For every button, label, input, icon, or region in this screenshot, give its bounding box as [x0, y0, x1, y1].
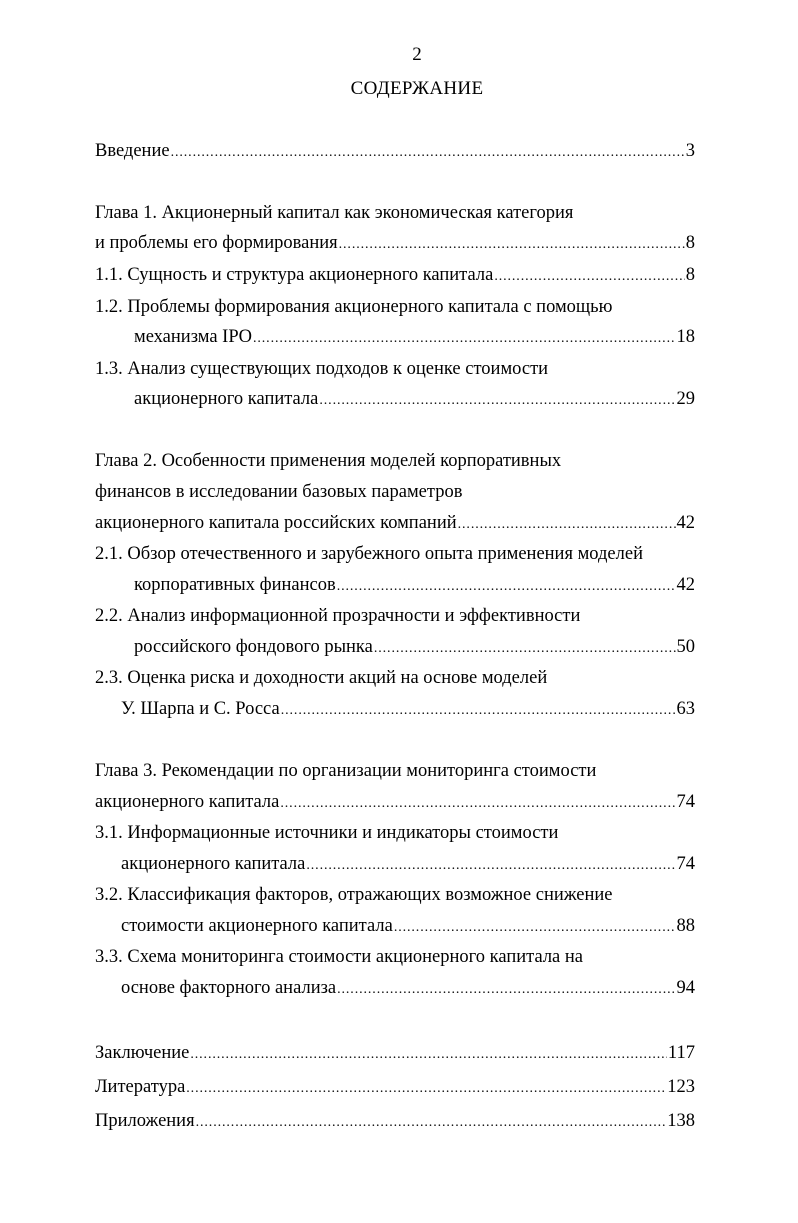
toc-page-number: 3 — [685, 141, 695, 161]
toc-entry-literature — [95, 1074, 695, 1100]
toc-page-number: 8 — [685, 265, 695, 285]
toc-entry-section-1-3 — [134, 386, 695, 412]
dot-leader — [280, 791, 675, 817]
section-1-2-line1: 1.2. Проблемы формирования акционерного капитала с помощью — [95, 297, 613, 317]
dot-leader — [281, 698, 676, 724]
toc-entry-text: основе факторного анализа — [121, 978, 337, 998]
toc-entry-text: российского фондового рынка — [134, 637, 373, 657]
toc-entry-section-2-3 — [121, 696, 695, 722]
toc-entry-conclusion — [95, 1040, 695, 1066]
toc-entry-text: акционерного капитала российских компаний — [95, 513, 457, 533]
dot-leader — [306, 853, 675, 879]
dot-leader — [374, 636, 676, 662]
toc-entry-chapter1 — [95, 230, 695, 256]
chapter3-heading-line1: Глава 3. Рекомендации по организации мониторинга стоимости — [95, 761, 597, 781]
toc-page-number: 8 — [685, 233, 695, 253]
section-2-1-line1: 2.1. Обзор отечественного и зарубежного опыта применения моделей — [95, 544, 643, 564]
toc-page-number: 94 — [676, 978, 695, 998]
dot-leader — [494, 264, 684, 290]
toc-entry-section-3-3 — [121, 975, 695, 1001]
dot-leader — [253, 326, 676, 352]
toc-entry-text: механизма IPO — [134, 327, 252, 347]
dot-leader — [337, 574, 676, 600]
toc-entry-chapter2 — [95, 510, 695, 536]
section-3-3-line1: 3.3. Схема мониторинга стоимости акционерного капитала на — [95, 947, 584, 967]
toc-page-number: 50 — [676, 637, 695, 657]
toc-page-number: 74 — [676, 792, 695, 812]
toc-entry-text: корпоративных финансов — [134, 575, 336, 595]
section-2-2-line1: 2.2. Анализ информационной прозрачности и эффективности — [95, 606, 581, 626]
page-title: СОДЕРЖАНИЕ — [350, 78, 484, 99]
toc-entry-text: акционерного капитала — [121, 854, 306, 874]
chapter2-heading-line1: Глава 2. Особенности применения моделей корпоративных — [95, 451, 562, 471]
chapter2-heading-line2: финансов в исследовании базовых параметров — [95, 482, 463, 502]
toc-entry-section-1-2 — [134, 324, 695, 350]
toc-page-number: 138 — [667, 1111, 695, 1131]
section-2-3-line1: 2.3. Оценка риска и доходности акций на основе моделей — [95, 668, 548, 688]
toc-entry-section-3-2 — [121, 913, 695, 939]
toc-entry-intro — [95, 138, 695, 164]
toc-entry-text: У. Шарпа и С. Росса — [121, 699, 280, 719]
toc-entry-text: стоимости акционерного капитала — [121, 916, 393, 936]
toc-entry-text: акционерного капитала — [95, 792, 280, 812]
dot-leader — [339, 232, 685, 258]
toc-entry-text: акционерного капитала — [134, 389, 319, 409]
dot-leader — [186, 1076, 666, 1102]
section-3-2-line1: 3.2. Классификация факторов, отражающих возможное снижение — [95, 885, 613, 905]
toc-entry-section-1-1 — [95, 262, 695, 288]
section-3-1-line1: 3.1. Информационные источники и индикаторы стоимости — [95, 823, 559, 843]
toc-page-number: 74 — [676, 854, 695, 874]
dot-leader — [190, 1042, 667, 1068]
toc-entry-text: Введение — [95, 141, 170, 161]
dot-leader — [196, 1110, 667, 1136]
toc-page-number: 18 — [676, 327, 695, 347]
toc-entry-text: 1.1. Сущность и структура акционерного капитала — [95, 265, 494, 285]
toc-entry-text: Литература — [95, 1077, 186, 1097]
dot-leader — [171, 140, 685, 166]
page-number: 2 — [412, 44, 422, 65]
chapter1-heading-line1: Глава 1. Акционерный капитал как экономическая категория — [95, 203, 574, 223]
toc-page-number: 63 — [676, 699, 695, 719]
toc-entry-text: Заключение — [95, 1043, 190, 1063]
toc-page-number: 88 — [676, 916, 695, 936]
dot-leader — [319, 388, 675, 414]
toc-entry-section-2-1 — [134, 572, 695, 598]
toc-page-number: 42 — [676, 513, 695, 533]
toc-page-number: 123 — [667, 1077, 695, 1097]
dot-leader — [394, 915, 676, 941]
section-1-3-line1: 1.3. Анализ существующих подходов к оценке стоимости — [95, 359, 549, 379]
toc-entry-text: и проблемы его формирования — [95, 233, 338, 253]
toc-page-number: 117 — [667, 1043, 695, 1063]
toc-entry-appendices — [95, 1108, 695, 1134]
toc-page-number: 29 — [676, 389, 695, 409]
toc-entry-section-3-1 — [121, 851, 695, 877]
dot-leader — [337, 977, 675, 1003]
dot-leader — [458, 512, 676, 538]
toc-entry-chapter3 — [95, 789, 695, 815]
toc-page-number: 42 — [676, 575, 695, 595]
toc-entry-text: Приложения — [95, 1111, 195, 1131]
toc-entry-section-2-2 — [134, 634, 695, 660]
